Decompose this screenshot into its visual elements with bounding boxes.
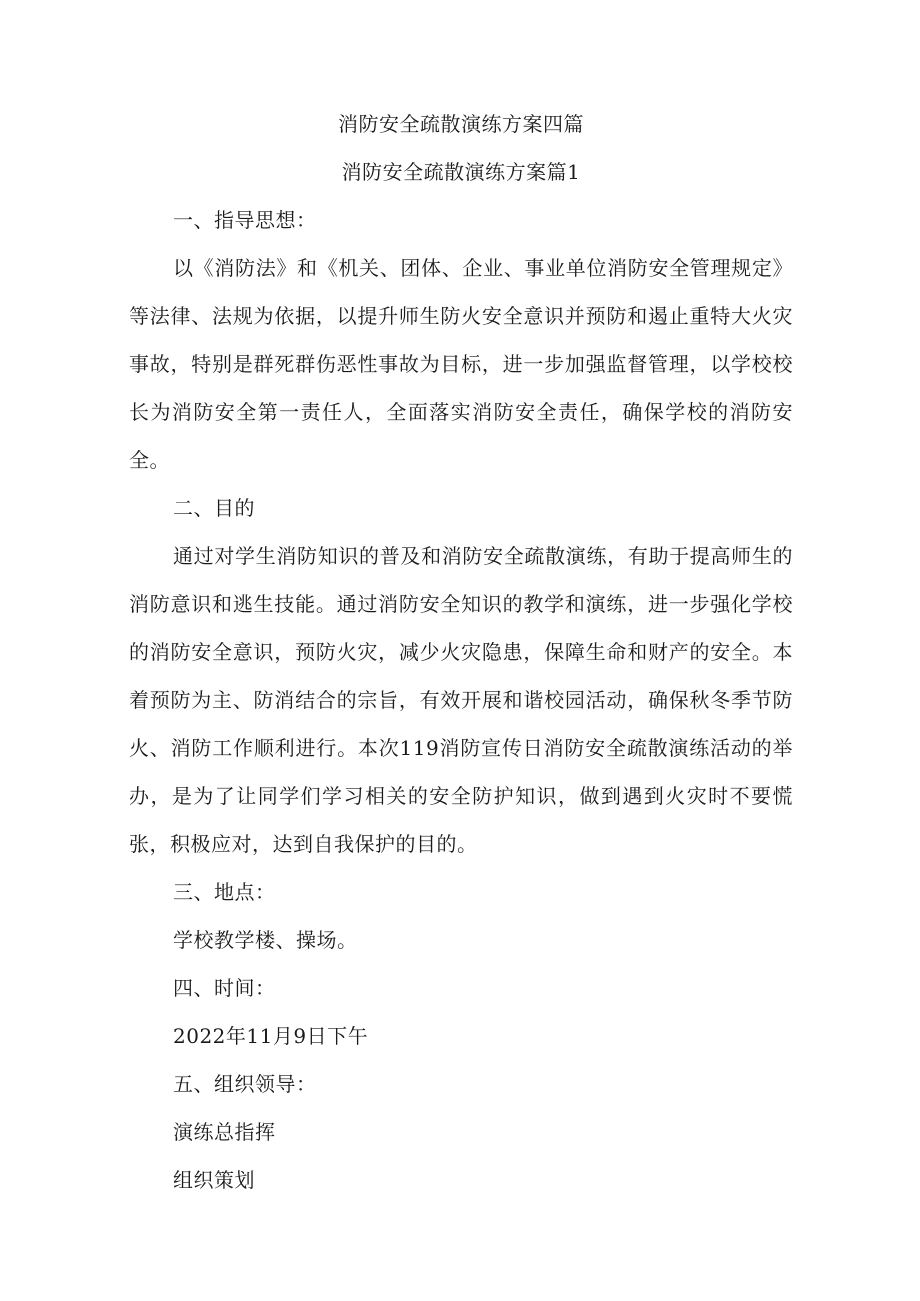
section-1-heading: 一、指导思想： — [173, 208, 317, 232]
section-5-heading: 五、组织领导： — [173, 1072, 317, 1096]
section-2-body: 通过对学生消防知识的普及和消防安全疏散演练，有助于提高师生的消防意识和逃生技能。通过消防安全知识的教学和演练，进一步强化学校的消防安全意识，预防火灾，减少火灾隐患，保障生命和财产的安全。本着预防为主、防消结合的宗旨，有效开展和谐校园活动，确保秋冬季节防火、消防工作顺利进行。本次119消防宣传日消防安全疏散演练活动的举办，是为了让同学们学习相关的安全防护知识，做到遇到火灾时不要慌张，积极应对，达到自我保护的目的。 — [129, 544, 793, 856]
section-1-body: 以《消防法》和《机关、团体、企业、事业单位消防安全管理规定》等法律、法规为依据，以提升师生防火安全意识并预防和遏止重特大火灾事故，特别是群死群伤恶性事故为目标，进一步加强监督管理，以学校校长为消防安全第一责任人，全面落实消防安全责任，确保学校的消防安全。 — [129, 256, 793, 472]
document-title: 消防安全疏散演练方案四篇 — [338, 112, 584, 136]
section-4-heading: 四、时间： — [173, 976, 276, 1000]
document-subtitle: 消防安全疏散演练方案篇1 — [341, 160, 581, 184]
section-3-heading: 三、地点： — [173, 880, 276, 904]
section-2-heading: 二、目的 — [173, 496, 255, 520]
section-3-body: 学校教学楼、操场。 — [173, 928, 358, 952]
section-5-item-planning: 组织策划 — [173, 1168, 255, 1192]
document-content — [129, 112, 793, 1216]
section-4-body: 2022年11月9日下午 — [173, 1024, 369, 1048]
section-5-item-commander: 演练总指挥 — [173, 1120, 276, 1144]
